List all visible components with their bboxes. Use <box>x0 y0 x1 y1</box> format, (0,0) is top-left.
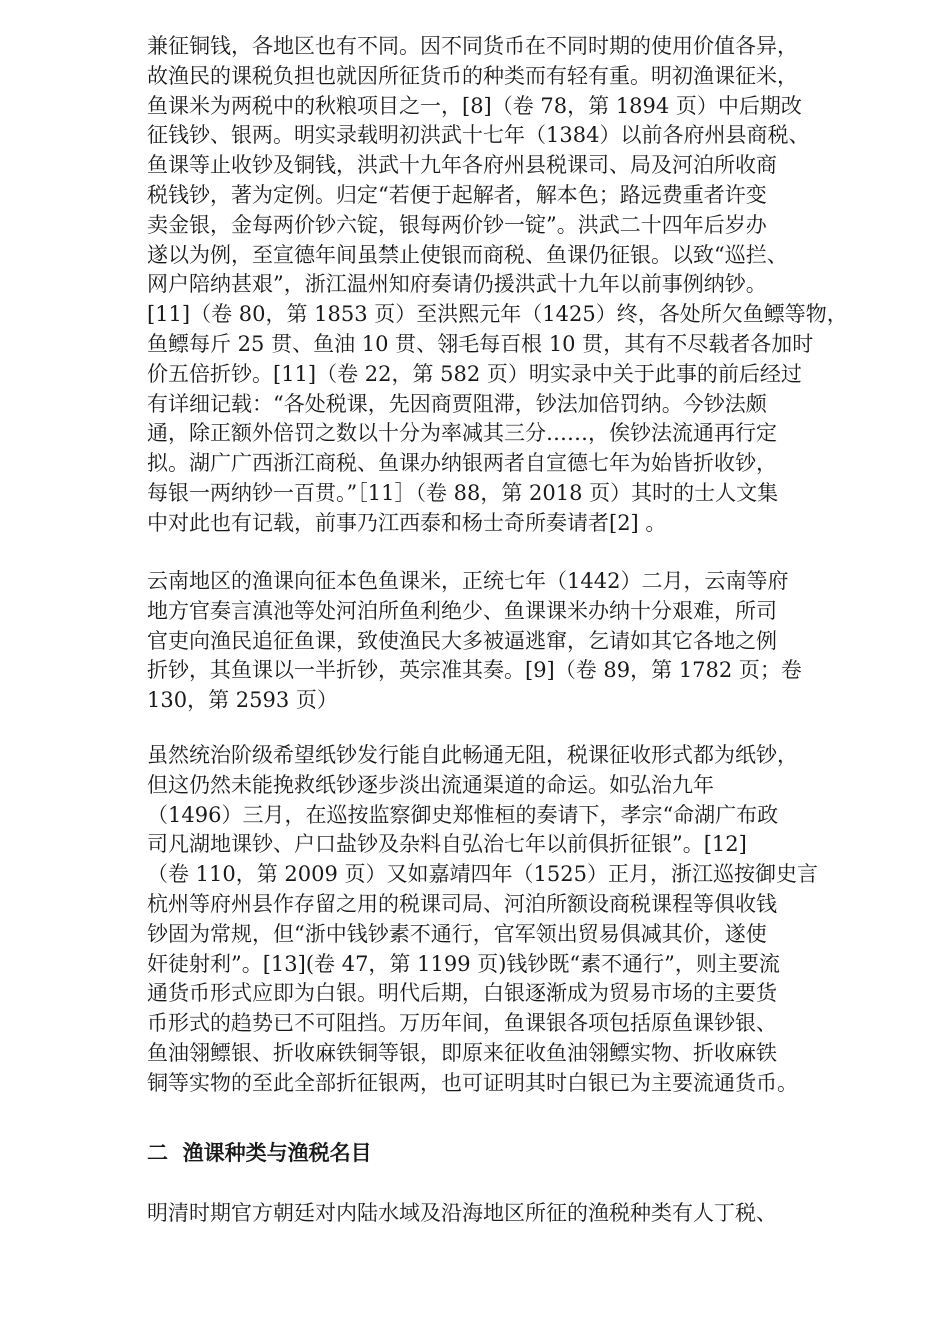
paragraph-silver-currency <box>147 741 907 1099</box>
text-line: 但这仍然未能挽救纸钞逐步淡出流通渠道的命运。如弘治九年 <box>147 772 714 797</box>
text-line: 铜等实物的至此全部折征银两，也可证明其时白银已为主要流通货币。 <box>147 1070 798 1095</box>
text-line: 钞固为常规，但“浙中钱钞素不通行，官军领出贸易俱减其价，遂使 <box>147 921 767 946</box>
text-line: 鱼鳔每斤 25 贯、鱼油 10 贯、翎毛每百根 10 贯，其有不尽载者各加时 <box>147 331 814 356</box>
text-line: 奸徒射利”。[13](卷 47，第 1199 页)钱钞既“素不通行”，则主要流 <box>147 951 780 976</box>
text-line: 司凡湖地课钞、户口盐钞及杂料自弘治七年以前俱折征银”。[12] <box>147 832 747 857</box>
text-line: 杭州等府州县作存留之用的税课司局、河泊所额设商税课程等俱收钱 <box>147 891 777 916</box>
paragraph-currency-tax <box>147 32 907 539</box>
text-line: 官吏向渔民追征鱼课，致使渔民大多被逼逃窜，乞请如其它各地之例 <box>147 628 777 653</box>
text-line: 折钞，其鱼课以一半折钞，英宗准其奏。[9]（卷 89，第 1782 页；卷 <box>147 658 802 683</box>
text-line: 每银一两纳钞一百贯。”［11］（卷 88，第 2018 页）其时的士人文集 <box>147 480 779 505</box>
text-line: 通货币形式应即为白银。明代后期，白银逐渐成为贸易市场的主要货 <box>147 981 777 1006</box>
section-heading: 二 渔课种类与渔税名目 <box>147 1140 372 1165</box>
text-line: （卷 110，第 2009 页）又如嘉靖四年（1525）正月，浙江巡按御史言 <box>147 862 818 887</box>
paragraph-yunnan <box>147 567 907 716</box>
text-line: 遂以为例，至宣德年间虽禁止使银而商税、鱼课仍征银。以致“巡拦、 <box>147 242 788 267</box>
text-line: 地方官奏言滇池等处河泊所鱼利绝少、鱼课课米办纳十分艰难，所司 <box>147 598 777 623</box>
text-line: 兼征铜钱，各地区也有不同。因不同货币在不同时期的使用价值各异， <box>147 34 798 58</box>
text-line: 鱼课米为两税中的秋粮项目之一，[8]（卷 78，第 1894 页）中后期改 <box>147 93 802 118</box>
text-line: 币形式的趋势已不可阻挡。万历年间，鱼课银各项包括原鱼课钞银、 <box>147 1011 777 1036</box>
text-line: 云南地区的渔课向征本色鱼课米，正统七年（1442）二月，云南等府 <box>147 569 789 593</box>
text-line: 中对此也有记载，前事乃江西泰和杨士奇所奏请者[2] 。 <box>147 510 667 535</box>
text-line: 130，第 2593 页） <box>147 688 338 713</box>
text-line: 拟。湖广广西浙江商税、鱼课办纳银两者自宣德七年为始皆折收钞， <box>147 451 777 476</box>
text-line: 明清时期官方朝廷对内陆水域及沿海地区所征的渔税种类有人丁税、 <box>147 1201 777 1225</box>
text-line: 故渔民的课税负担也就因所征货币的种类而有轻有重。明初渔课征米， <box>147 63 798 88</box>
text-line: 税钱钞，著为定例。归定“若便于起解者，解本色；路远费重者许变 <box>147 182 767 207</box>
text-line: 卖金银，金每两价钞六锭，银每两价钞一锭”。洪武二十四年后岁办 <box>147 212 767 237</box>
text-line: 有详细记载：“各处税课，先因商贾阻滞，钞法加倍罚纳。今钞法颇 <box>147 391 767 416</box>
text-line: 鱼课等止收钞及铜钱，洪武十九年各府州县税课司、局及河泊所收商 <box>147 153 777 178</box>
text-line: 网户陪纳甚艰”，浙江温州知府奏请仍援洪武十九年以前事例纳钞。 <box>147 272 767 297</box>
text-line: 价五倍折钞。[11]（卷 22，第 582 页）明实录中关于此事的前后经过 <box>147 361 802 386</box>
text-line: 鱼油翎鳔银、折收麻铁铜等银，即原来征收鱼油翎鳔实物、折收麻铁 <box>147 1040 777 1065</box>
text-line: （1496）三月，在巡按监察御史郑惟桓的奏请下，孝宗“命湖广布政 <box>147 802 779 827</box>
paragraph-fishing-tax-types <box>147 1199 907 1229</box>
text-line: 虽然统治阶级希望纸钞发行能自此畅通无阻，税课征收形式都为纸钞， <box>147 743 798 767</box>
text-line: 通，除正额外倍罚之数以十分为率减其三分……，俟钞法流通再行定 <box>147 421 777 446</box>
text-line: [11]（卷 80，第 1853 页）至洪熙元年（1425）终，各处所欠鱼鳔等物， <box>147 302 848 327</box>
text-line: 征钱钞、银两。明实录载明初洪武十七年（1384）以前各府州县商税、 <box>147 123 810 148</box>
